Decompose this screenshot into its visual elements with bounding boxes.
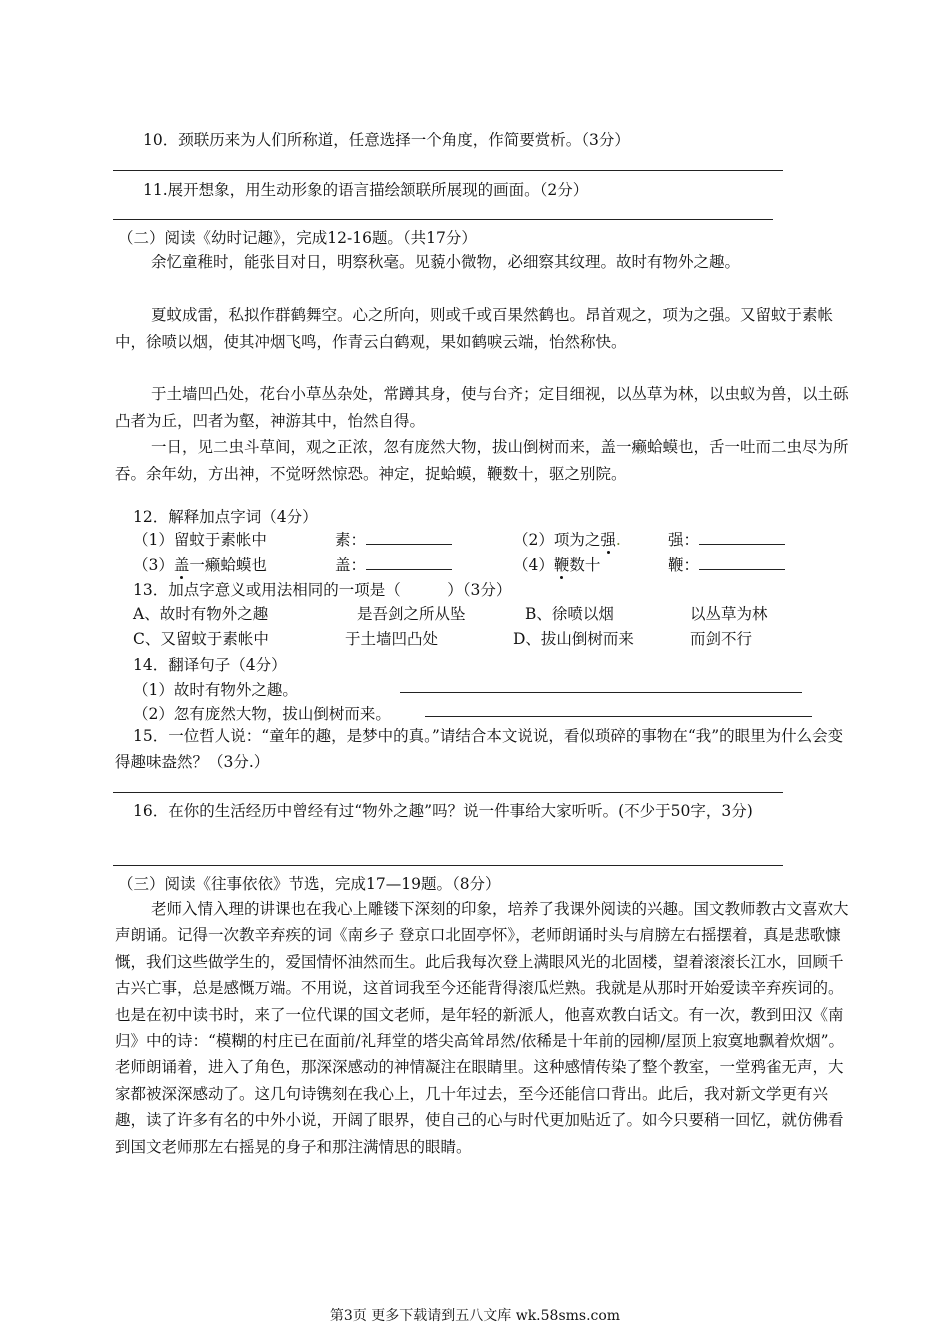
blank-3[interactable] (366, 554, 452, 571)
answer-line-14-1 (400, 692, 802, 693)
page-footer: 第3页 更多下载请到五八文库 wk.58sms.com (329, 1308, 621, 1324)
q12-item-2: （2）项为之强. (513, 531, 621, 549)
question-10: 10．颈联历来为人们所称道，任意选择一个角度，作简要赏析。（3分） (143, 131, 630, 149)
q12-word-1: 素： (335, 528, 452, 550)
blank-1[interactable] (366, 529, 452, 546)
section-2-header: （二）阅读《幼时记趣》，完成12-16题。（共17分） (118, 229, 477, 247)
q13-option-c1: C、又留蚊于素帐中 (133, 630, 269, 648)
q13-option-d2: 而剑不行 (690, 630, 753, 648)
passage-paragraph-5: 老师入情入理的讲课也在我心上雕镂下深刻的印象，培养了我课外阅读的兴趣。国文教师教古文喜欢大声朗诵。记得一次教辛弃疾的词《南乡子 登京口北固亭怀》，老师朗诵时头与肩膀左右摇摆着，真是悲歌慷慨，我们这些做学生的，爱国情怀油然而生。此后我每次登上满眼风光的北固楼，望着滚滚长江水，回顾千古兴亡事，总是感慨万端。不用说，这首词我至今还能背得滚瓜烂熟。我就是从那时开始爱读辛弃疾词的。也是在初中读书时，来了一位代课的国文老师，是年轻的新派人，他喜欢教白话文。有一次，教到田汉《南归》中的诗：“模糊的村庄已在面前/礼拜堂的塔尖高耸昂然/依稀是十年前的园柳/屋顶上寂寞地飘着炊烟”。老师朗诵着，进入了角色，那深深感动的神情凝注在眼睛里。这种感情传染了整个教室，一堂鸦雀无声，大家都被深深感动了。这几句诗镌刻在我心上，几十年过去，至今还能信口背出。此后，我对新文学更有兴趣，读了许多有名的中外小说，开阔了眼界，使自己的心与时代更加贴近了。如今只要稍一回忆，就仿佛看到国文老师那左右摇晃的身子和那注满情思的眼睛。 (115, 900, 849, 1156)
question-13: 13．加点字意义或用法相同的一项是（ ）（3分） (133, 581, 512, 599)
answer-line-15 (113, 792, 783, 793)
answer-line-11 (113, 219, 773, 220)
question-11: 11.展开想象，用生动形象的语言描绘颔联所展现的画面。（2分） (143, 181, 589, 199)
q13-option-a1: A、故时有物外之趣 (133, 605, 269, 623)
q13-option-b2: 以丛草为林 (690, 605, 768, 623)
q12-item-4: （4）鞭数十 (513, 556, 601, 574)
question-12: 12．解释加点字词（4分） (133, 508, 318, 526)
q13-option-d1: D、拔山倒树而来 (513, 630, 634, 648)
q14-sentence-1: （1）故时有物外之趣。 (133, 681, 298, 699)
question-14: 14．翻译句子（4分） (133, 656, 287, 674)
passage-paragraph-2: 夏蚊成雷，私拟作群鹤舞空。心之所向，则或千或百果然鹤也。昂首观之，项为之强。又留蚊于素帐中，徐喷以烟，使其冲烟飞鸣，作青云白鹤观，果如鹤唳云端，怡然称快。 (115, 306, 834, 351)
q12-word-3: 盖： (335, 553, 452, 575)
q12-word-2: 强： (668, 528, 785, 550)
section-3-header: （三）阅读《往事依依》节选，完成17—19题。（8分） (118, 875, 501, 893)
blank-4[interactable] (699, 554, 785, 571)
passage-paragraph-1: 余忆童稚时，能张目对日，明察秋毫。见藐小微物，必细察其纹理。故时有物外之趣。 (151, 253, 741, 271)
q12-item-3: （3）盖一癞蛤蟆也 (133, 556, 267, 574)
answer-line-10 (113, 170, 783, 171)
question-16: 16．在你的生活经历中曾经有过“物外之趣”吗？说一件事给大家听听。(不少于50字，3分) (133, 802, 753, 820)
blank-2[interactable] (699, 529, 785, 546)
passage-paragraph-4: 一日，见二虫斗草间，观之正浓，忽有庞然大物，拔山倒树而来，盖一癞蛤蟆也，舌一吐而二虫尽为所吞。余年幼，方出神，不觉呀然惊恐。神定，捉蛤蟆，鞭数十，驱之别院。 (115, 438, 849, 483)
q12-item-1: （1）留蚊于素帐中 (133, 531, 267, 549)
q13-option-b1: B、徐喷以烟 (525, 605, 614, 623)
q12-word-4: 鞭： (668, 553, 785, 575)
q13-option-c2: 于土墙凹凸处 (345, 630, 439, 648)
answer-line-14-2 (425, 716, 812, 717)
passage-paragraph-3: 于土墙凹凸处，花台小草丛杂处，常蹲其身，使与台齐；定目细视，以丛草为林，以虫蚁为兽，以土砾凸者为丘，凹者为壑，神游其中，怡然自得。 (115, 385, 849, 430)
q13-option-a2: 是吾剑之所从坠 (357, 605, 466, 623)
answer-line-16 (113, 865, 783, 866)
q14-sentence-2: （2）忽有庞然大物，拔山倒树而来。 (133, 705, 391, 723)
question-15: 15．一位哲人说：“童年的趣，是梦中的真。”请结合本文说说，看似琐碎的事物在“我”的眼里为什么会变得趣味盎然？（3分.） (115, 727, 844, 771)
